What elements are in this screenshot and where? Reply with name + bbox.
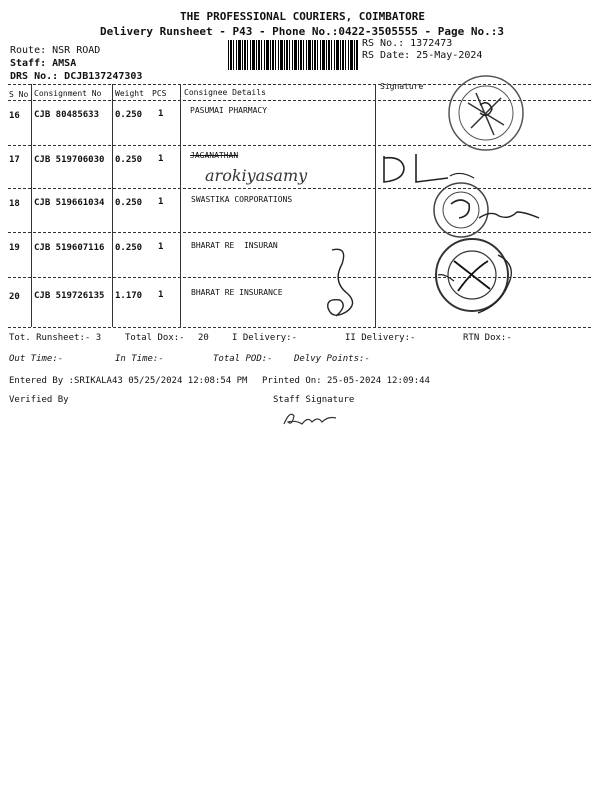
column-divider (31, 84, 32, 327)
company-seal-stamp (446, 73, 526, 153)
row-consignment-no: CJB 519706030 (34, 155, 105, 165)
verified-by: Verified By (9, 395, 69, 405)
column-divider (112, 84, 113, 327)
row-pcs: 1 (158, 242, 164, 252)
row-consignment-no: CJB 519607116 (34, 243, 105, 253)
company-title: THE PROFESSIONAL COURIERS, COIMBATORE (180, 10, 426, 23)
rs-number: RS No.: 1372473 (362, 38, 453, 49)
row-weight: 0.250 (115, 110, 143, 120)
row-weight: 1.170 (115, 291, 143, 301)
row-sno: 17 (9, 155, 20, 165)
row-weight: 0.250 (115, 243, 143, 253)
header-pcs: PCS (152, 89, 167, 98)
row-sno: 18 (9, 199, 20, 209)
row-sno: 16 (9, 111, 20, 121)
row-consignment-no: CJB 80485633 (34, 110, 100, 120)
row-weight: 0.250 (115, 198, 143, 208)
total-dox-label: Total Dox:- (125, 333, 185, 343)
delvy-points: Delvy Points:- (294, 354, 370, 364)
swastika-corporation-stamp (425, 180, 545, 240)
header-signature: Signature (380, 82, 424, 91)
total-pod: Total POD:- (213, 354, 273, 364)
row-sno: 20 (9, 292, 20, 302)
row-pcs: 1 (158, 290, 164, 300)
row-consignment-no: CJB 519726135 (34, 291, 105, 301)
row-pcs: 1 (158, 197, 164, 207)
header-consignment-no: Consignment No (34, 89, 102, 98)
row-consignment-no: CJB 519661034 (34, 198, 105, 208)
staff-signature-label: Staff Signature (273, 395, 355, 405)
row-consignee: BHARAT RE INSURAN (191, 241, 278, 250)
row-pcs: 1 (158, 154, 164, 164)
row-pcs: 1 (158, 109, 164, 119)
runsheet-subtitle: Delivery Runsheet - P43 - Phone No.:0422-3505555 - Page No.:3 (100, 25, 504, 38)
entered-by: Entered By :SRIKALA43 05/25/2024 12:08:54 PM (9, 376, 248, 386)
barcode-image (228, 40, 358, 70)
insurance-company-stamp (428, 235, 538, 315)
ii-delivery: II Delivery:- (345, 333, 416, 343)
drs-number: DRS No.: DCJB137247303 (10, 71, 143, 82)
row-weight: 0.250 (115, 155, 143, 165)
rs-date: RS Date: 25-May-2024 (362, 50, 483, 61)
header-consignee-details: Consignee Details (184, 88, 266, 97)
in-time: In Time:- (115, 354, 164, 364)
column-divider (180, 84, 181, 327)
row-consignee: PASUMAI PHARMACY (190, 106, 268, 115)
header-sno: S No (9, 90, 29, 99)
i-delivery: I Delivery:- (232, 333, 298, 343)
staff-label: Staff: AMSA (10, 58, 77, 69)
row-sno: 19 (9, 243, 20, 253)
total-dox-value: 20 (198, 333, 209, 343)
column-divider (375, 84, 376, 327)
row-consignee: BHARAT RE INSURANCE (191, 288, 283, 297)
row-consignee: SWASTIKA CORPORATIONS (191, 195, 293, 204)
route-label: Route: NSR ROAD (10, 45, 101, 56)
printed-on: Printed On: 25-05-2024 12:09:44 (262, 376, 430, 386)
out-time: Out Time:- (9, 354, 64, 364)
handwritten-signature (312, 240, 362, 330)
header-weight: Weight (115, 89, 144, 98)
row-consignee: JAGANATHAN (190, 151, 239, 160)
total-runsheet: Tot. Runsheet:- 3 (9, 333, 102, 343)
handwritten-receiver-name: arokiyasamy (205, 166, 308, 185)
staff-signature (280, 408, 350, 430)
rtn-dox: RTN Dox:- (463, 333, 512, 343)
table-bottom-rule (8, 327, 591, 328)
